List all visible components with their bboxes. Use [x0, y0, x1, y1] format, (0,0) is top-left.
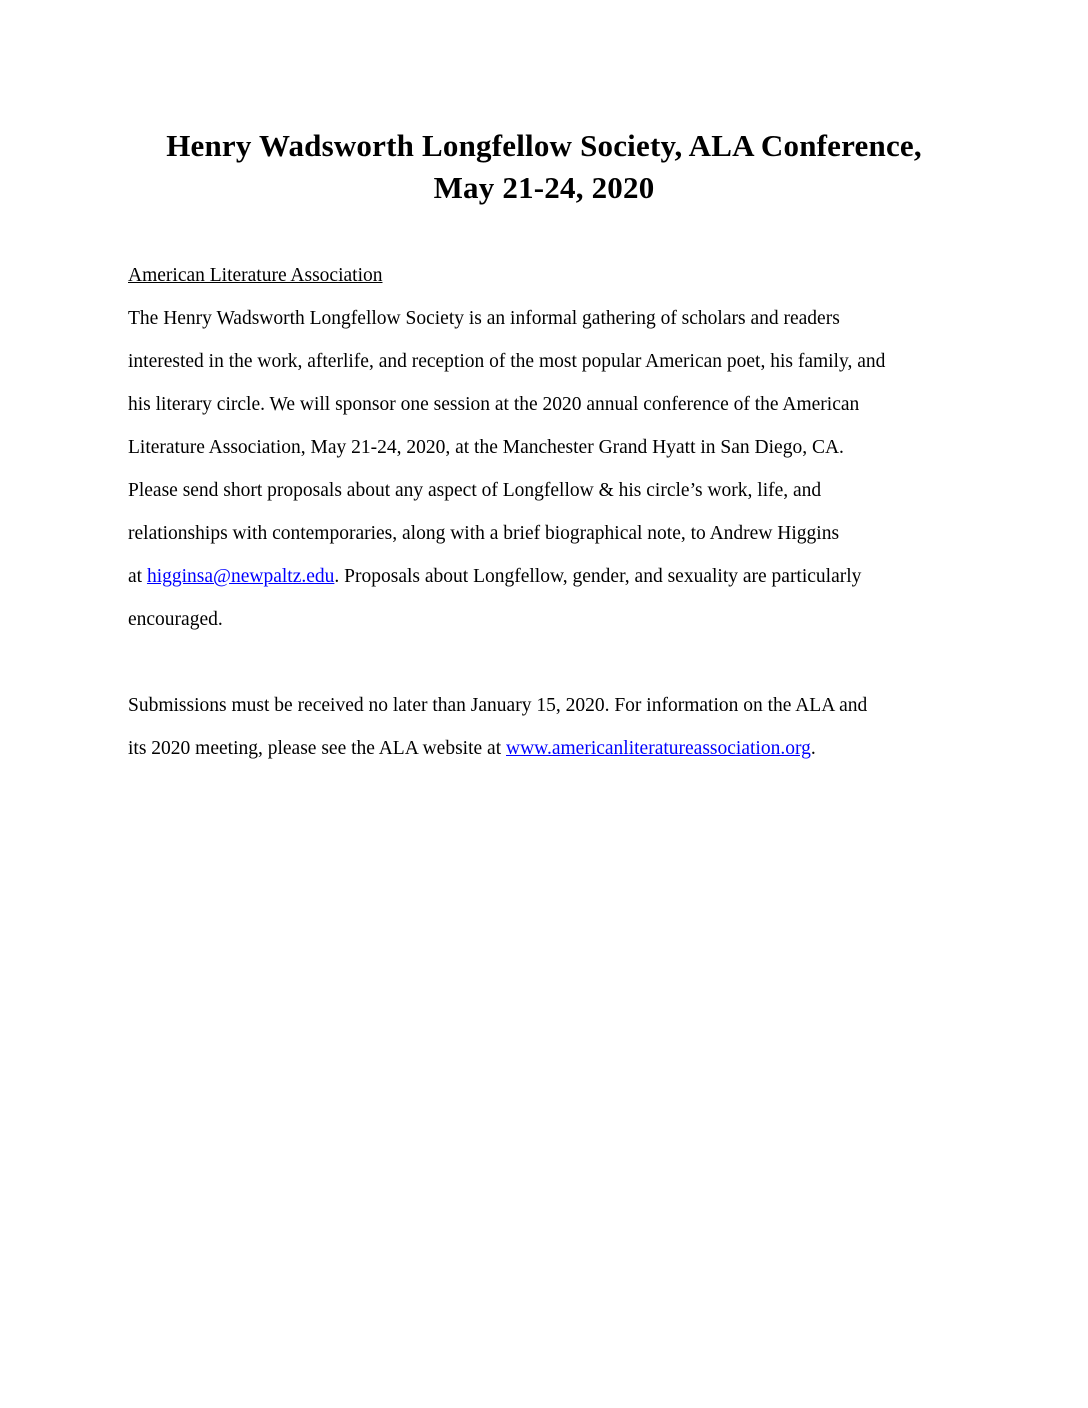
text-segment: its 2020 meeting, please see the ALA website at [128, 738, 506, 759]
text-line [128, 340, 961, 383]
text-line [128, 684, 961, 727]
text-segment: his literary circle. We will sponsor one session at the 2020 annual conference of the American [128, 394, 860, 415]
text-line [128, 555, 961, 598]
text-segment: Literature Association, May 21-24, 2020, at the Manchester Grand Hyatt in San Diego, CA. [128, 437, 844, 458]
text-line [128, 297, 961, 340]
section-heading [128, 254, 961, 297]
text-segment: Please send short proposals about any aspect of Longfellow & his circle’s work, life, and [128, 480, 822, 501]
text-line [128, 598, 961, 641]
email-link[interactable]: higginsa@newpaltz.edu [146, 566, 335, 587]
document-body [128, 254, 961, 770]
text-segment: relationships with contemporaries, along with a brief biographical note, to Andrew Higgins [128, 523, 840, 544]
text-line [128, 383, 961, 426]
cfp-paragraph [128, 297, 961, 641]
text-segment: interested in the work, afterlife, and reception of the most popular American poet, his family, and [128, 351, 886, 372]
text-segment: . Proposals about Longfellow, gender, and sexuality are particularly [334, 566, 862, 587]
text-line [128, 426, 961, 469]
submissions-paragraph [128, 684, 961, 770]
paragraph-spacer [128, 641, 961, 684]
text-segment: encouraged. [128, 609, 223, 630]
text-line [128, 469, 961, 512]
text-line [128, 254, 961, 297]
text-line [128, 512, 961, 555]
text-segment: . [810, 738, 816, 759]
text-segment: The Henry Wadsworth Longfellow Society is an informal gathering of scholars and readers [128, 308, 840, 329]
document-title-line-1: Henry Wadsworth Longfellow Society, ALA Conference, [166, 128, 922, 163]
text-segment: American Literature Association [128, 265, 383, 286]
text-segment: at [128, 566, 147, 587]
text-segment: Submissions must be received no later than January 15, 2020. For information on the ALA and [128, 695, 868, 716]
text-line [128, 727, 961, 770]
website-link[interactable]: www.americanliteratureassociation.org [506, 738, 811, 759]
document-title [0, 125, 1088, 209]
document-title-line-2: May 21-24, 2020 [433, 170, 655, 205]
